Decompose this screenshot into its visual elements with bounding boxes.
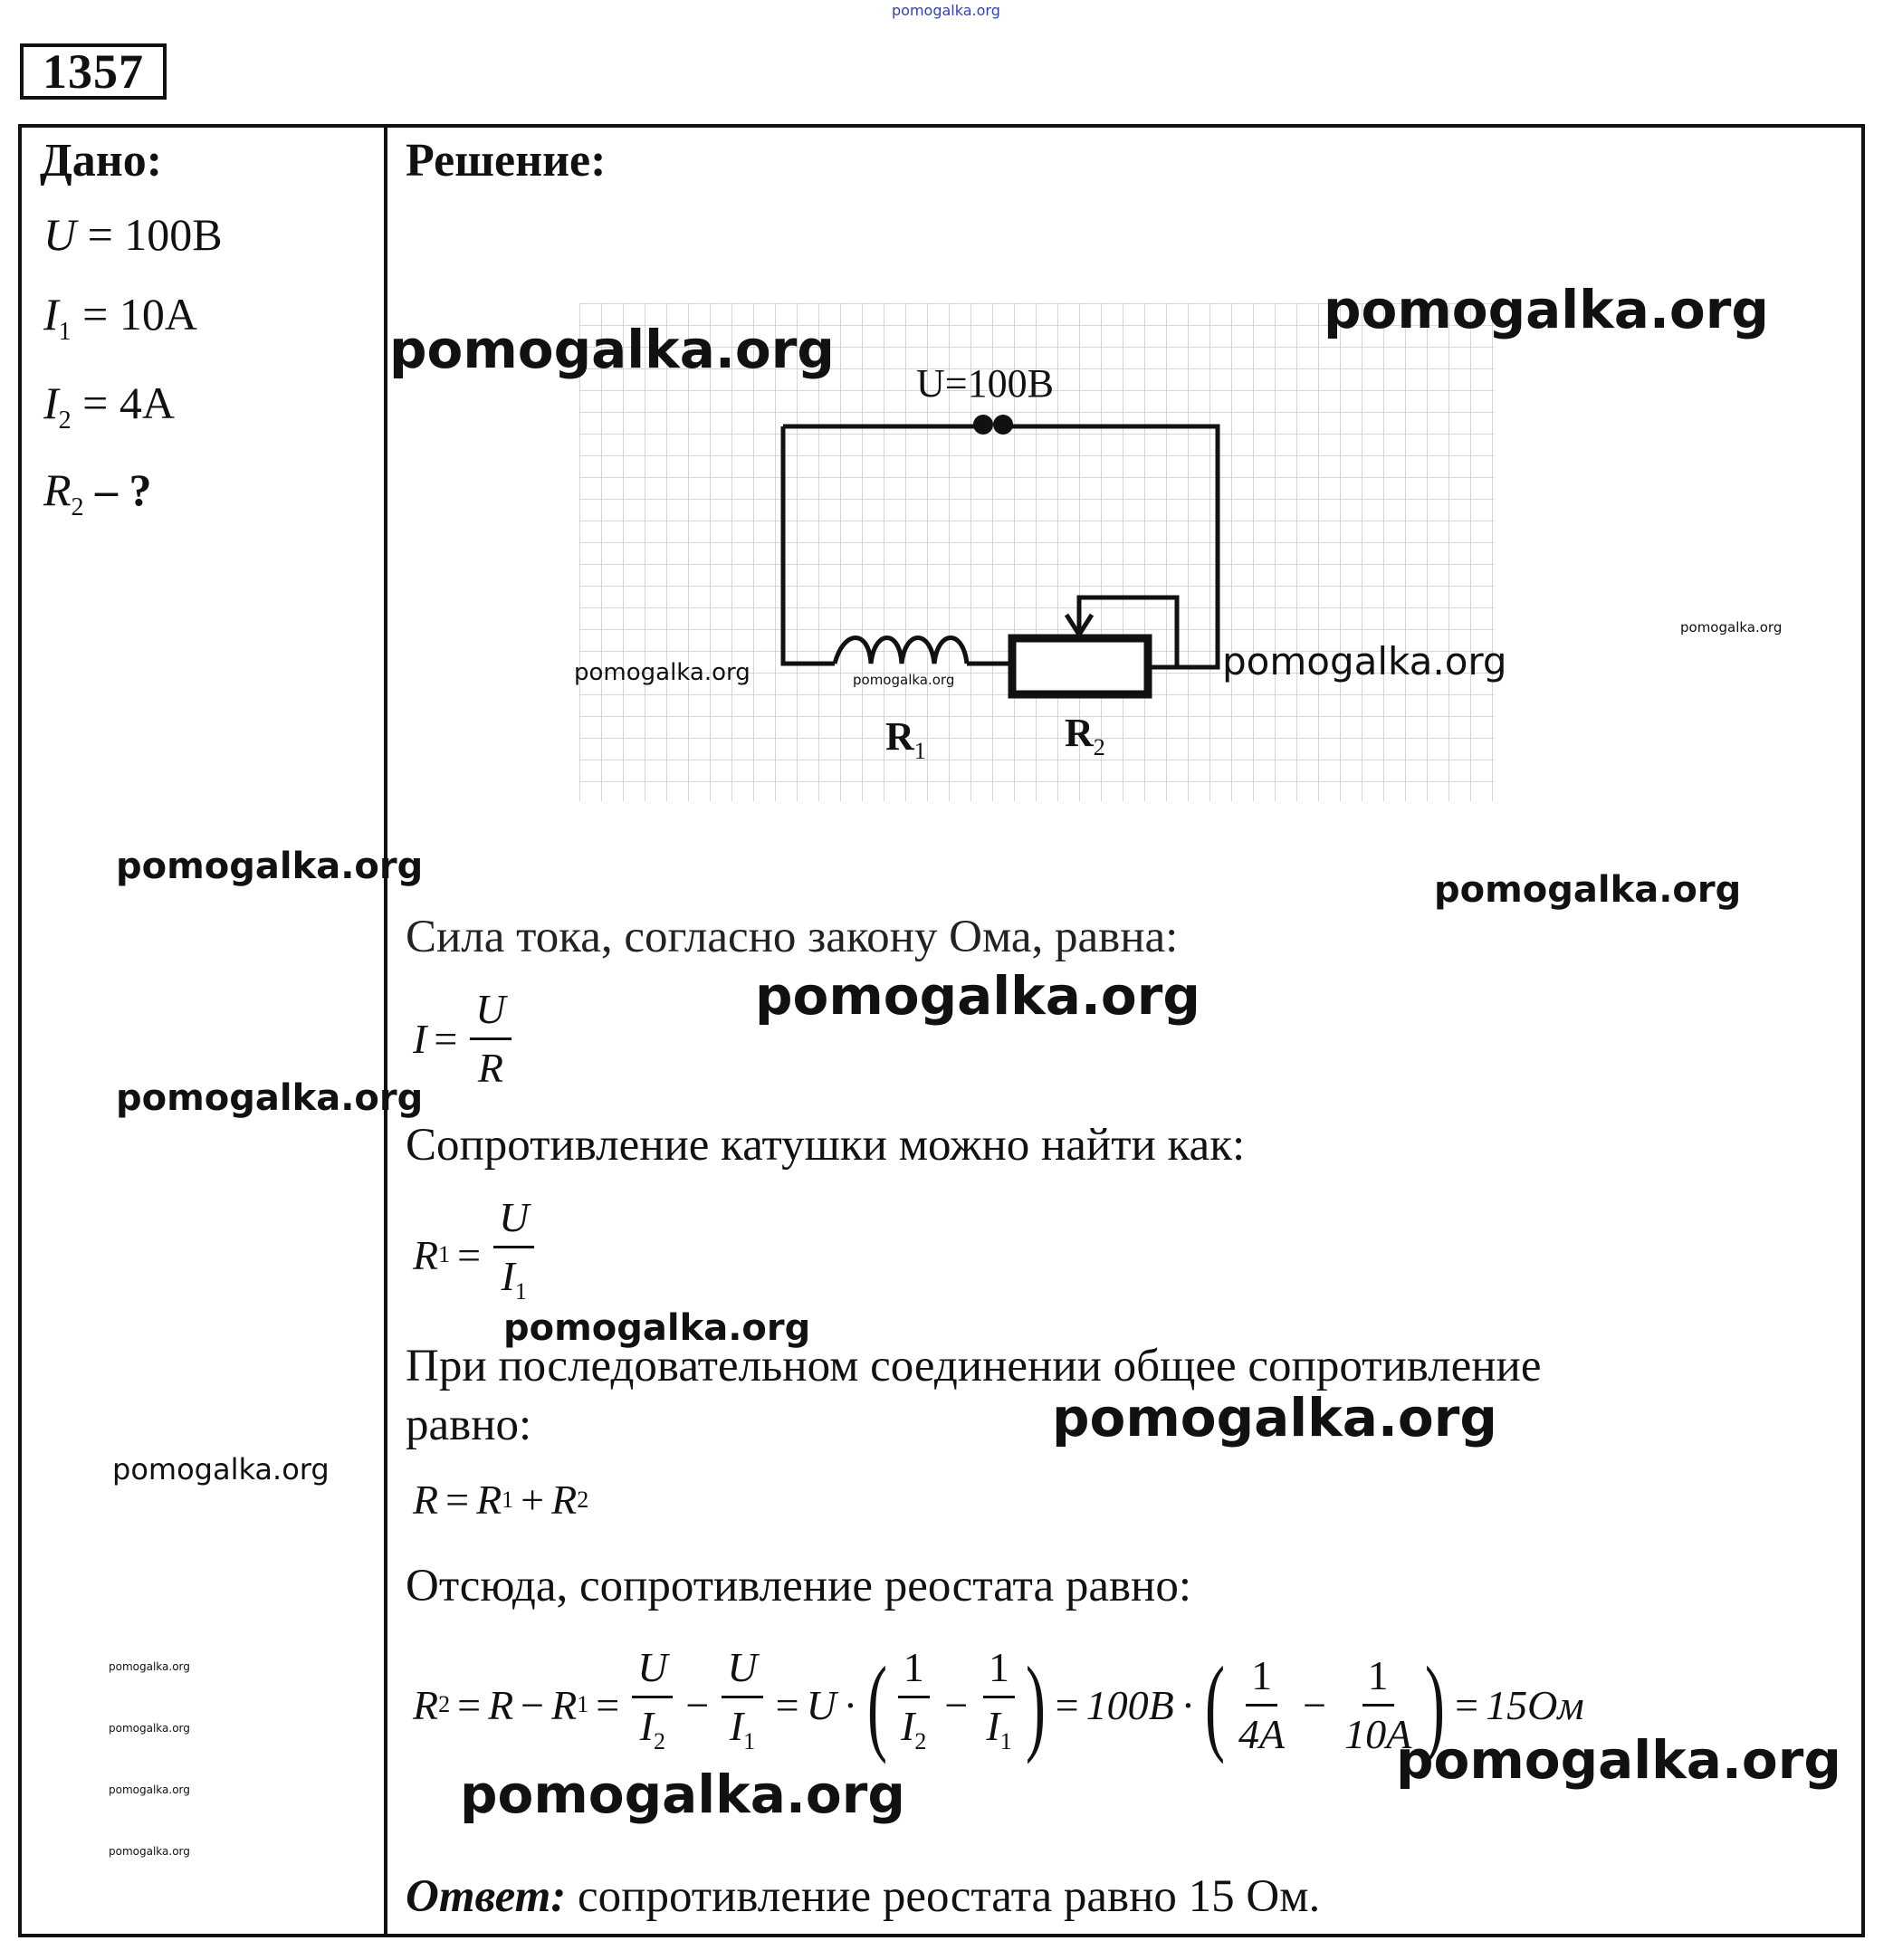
watermark: pomogalka.org bbox=[503, 1307, 811, 1349]
given-current-2: $I_2 = 4A$ bbox=[43, 378, 175, 435]
watermark: pomogalka.org bbox=[574, 659, 751, 686]
given-voltage: U = 100B bbox=[43, 209, 223, 260]
answer-label: Ответ: bbox=[406, 1871, 567, 1922]
watermark: pomogalka.org bbox=[1324, 279, 1769, 340]
watermark: pomogalka.org bbox=[1052, 1387, 1497, 1448]
watermark: pomogalka.org bbox=[112, 1452, 330, 1487]
top-watermark: pomogalka.org bbox=[892, 2, 1000, 19]
text-coil-resistance: Сопротивление катушки можно найти как: bbox=[406, 1120, 1246, 1171]
terminal-right bbox=[993, 415, 1013, 435]
given-unknown: $R_2$ – ? bbox=[43, 464, 152, 521]
formula-r2: R 2 = R − R 1 = $\frac{U}{I_2}$ − $\frac{U}{I_1}$ = U · ( $\frac{1}{I_2}$ − $\frac{1}{I_1}$ ) = 100B · ( $\frac{1}{4A}$ − $\frac{1}{10A}$ ) = 15Ом bbox=[413, 1643, 1584, 1764]
text-series-line1: При последовательном соединении общее сопротивление bbox=[406, 1341, 1542, 1391]
watermark: pomogalka.org bbox=[460, 1764, 905, 1825]
text-series-line2: равно: bbox=[406, 1400, 532, 1450]
watermark: pomogalka.org bbox=[1222, 639, 1507, 684]
voltage-label: U=100B bbox=[916, 361, 1054, 406]
watermark: pomogalka.org bbox=[109, 1783, 190, 1796]
watermark: pomogalka.org bbox=[1680, 619, 1783, 636]
text-ohm-law: Сила тока, согласно закону Ома, равна: bbox=[406, 912, 1179, 962]
terminal-left bbox=[973, 415, 993, 435]
given-current-1: $I_1 = 10A$ bbox=[43, 289, 197, 346]
watermark: pomogalka.org bbox=[755, 965, 1200, 1027]
problem-number: 1357 bbox=[20, 43, 167, 100]
solution-heading: Решение: bbox=[406, 135, 607, 186]
rheostat-r2 bbox=[1012, 638, 1148, 694]
watermark: pomogalka.org bbox=[1396, 1729, 1841, 1791]
formula-r1: R 1 = $\frac{U}{I_1}$ bbox=[413, 1195, 540, 1315]
watermark: pomogalka.org bbox=[853, 672, 955, 688]
watermark: pomogalka.org bbox=[109, 1845, 190, 1858]
answer-text: сопротивление реостата равно 15 Ом. bbox=[566, 1871, 1321, 1922]
watermark: pomogalka.org bbox=[116, 846, 424, 887]
column-divider bbox=[384, 124, 387, 1937]
watermark: pomogalka.org bbox=[1434, 869, 1742, 911]
formula-series: R = R 1 + R 2 bbox=[413, 1477, 589, 1523]
formula-ohm: I = $\frac{U}{R}$ bbox=[413, 987, 517, 1091]
text-rheostat: Отсюда, сопротивление реостата равно: bbox=[406, 1561, 1192, 1611]
r1-label: $R_1$ bbox=[885, 714, 926, 764]
given-heading: Дано: bbox=[40, 135, 163, 186]
watermark: pomogalka.org bbox=[109, 1660, 190, 1673]
r2-label: $R_2$ bbox=[1065, 711, 1105, 760]
watermark: pomogalka.org bbox=[389, 319, 835, 380]
watermark: pomogalka.org bbox=[116, 1077, 424, 1119]
watermark: pomogalka.org bbox=[109, 1722, 190, 1735]
answer bbox=[406, 1870, 1320, 1923]
